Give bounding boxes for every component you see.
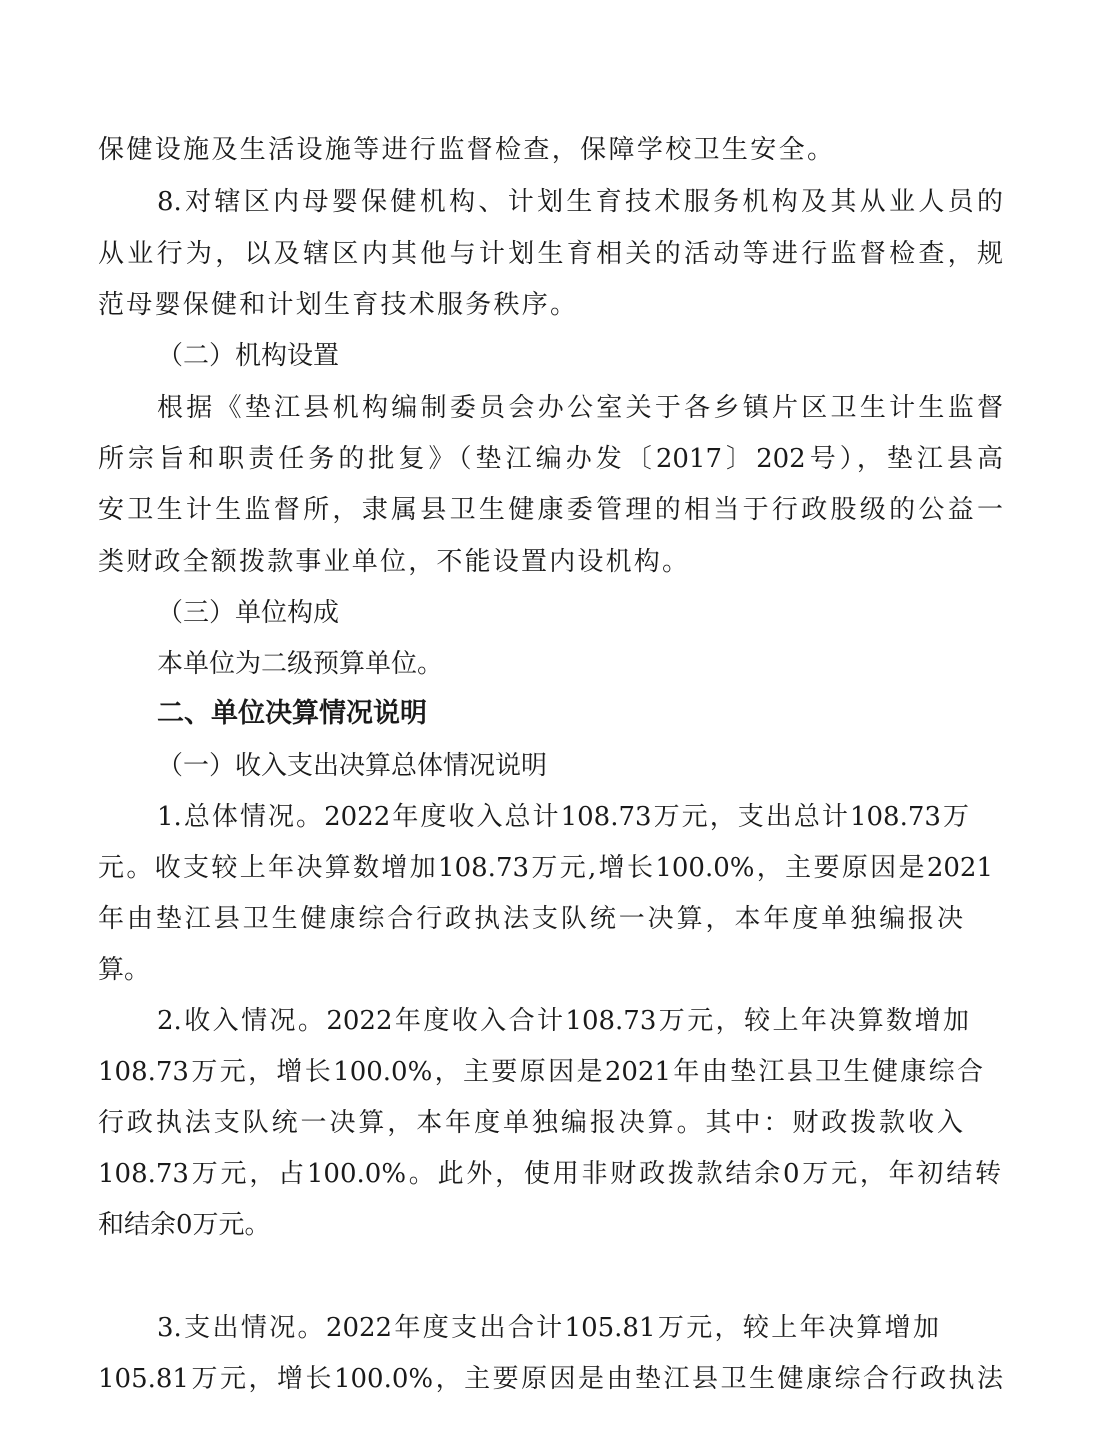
text-line: 算。 [98, 955, 151, 985]
text-line: 105.81万元，增长100.0%，主要原因是由垫江县卫生健康综合行政执法 [98, 1364, 1003, 1394]
text-line: 3.支出情况。2022年度支出合计105.81万元，较上年决算增加 [157, 1313, 939, 1343]
text-line: 从业行为，以及辖区内其他与计划生育相关的活动等进行监督检查，规 [98, 239, 1003, 269]
text-line: 行政执法支队统一决算，本年度单独编报决算。其中：财政拨款收入 [98, 1108, 963, 1138]
text-line: 所宗旨和职责任务的批复》（垫江编办发〔2017〕202号），垫江县高 [98, 444, 1003, 474]
section-heading: （三）单位构成 [157, 598, 340, 628]
section-heading: （二）机构设置 [157, 341, 340, 371]
text-line: 保健设施及生活设施等进行监督检查，保障学校卫生安全。 [98, 135, 833, 165]
text-line: 安卫生计生监督所，隶属县卫生健康委管理的相当于行政股级的公益一 [98, 495, 1003, 525]
text-line: 1.总体情况。2022年度收入总计108.73万元，支出总计108.73万 [157, 802, 969, 832]
text-line: 元。收支较上年决算数增加108.73万元,增长100.0%，主要原因是2021 [98, 853, 993, 883]
section-heading: （一）收入支出决算总体情况说明 [157, 751, 548, 781]
text-line: 和结余0万元。 [98, 1210, 271, 1240]
text-line: 年由垫江县卫生健康综合行政执法支队统一决算，本年度单独编报决 [98, 904, 963, 934]
text-line: 108.73万元，占100.0%。此外，使用非财政拨款结余0万元，年初结转 [98, 1159, 1001, 1189]
text-line: 本单位为二级预算单位。 [157, 649, 444, 679]
text-line: 类财政全额拨款事业单位，不能设置内设机构。 [98, 547, 688, 577]
text-line: 根据《垫江县机构编制委员会办公室关于各乡镇片区卫生计生监督 [157, 393, 1003, 423]
chapter-heading: 二、单位决算情况说明 [157, 698, 427, 729]
text-line: 108.73万元，增长100.0%，主要原因是2021年由垫江县卫生健康综合 [98, 1057, 983, 1087]
text-line: 2.收入情况。2022年度收入合计108.73万元，较上年决算数增加 [157, 1006, 969, 1036]
text-line: 范母婴保健和计划生育技术服务秩序。 [98, 290, 576, 320]
text-line: 8.对辖区内母婴保健机构、计划生育技术服务机构及其从业人员的 [157, 187, 1003, 217]
